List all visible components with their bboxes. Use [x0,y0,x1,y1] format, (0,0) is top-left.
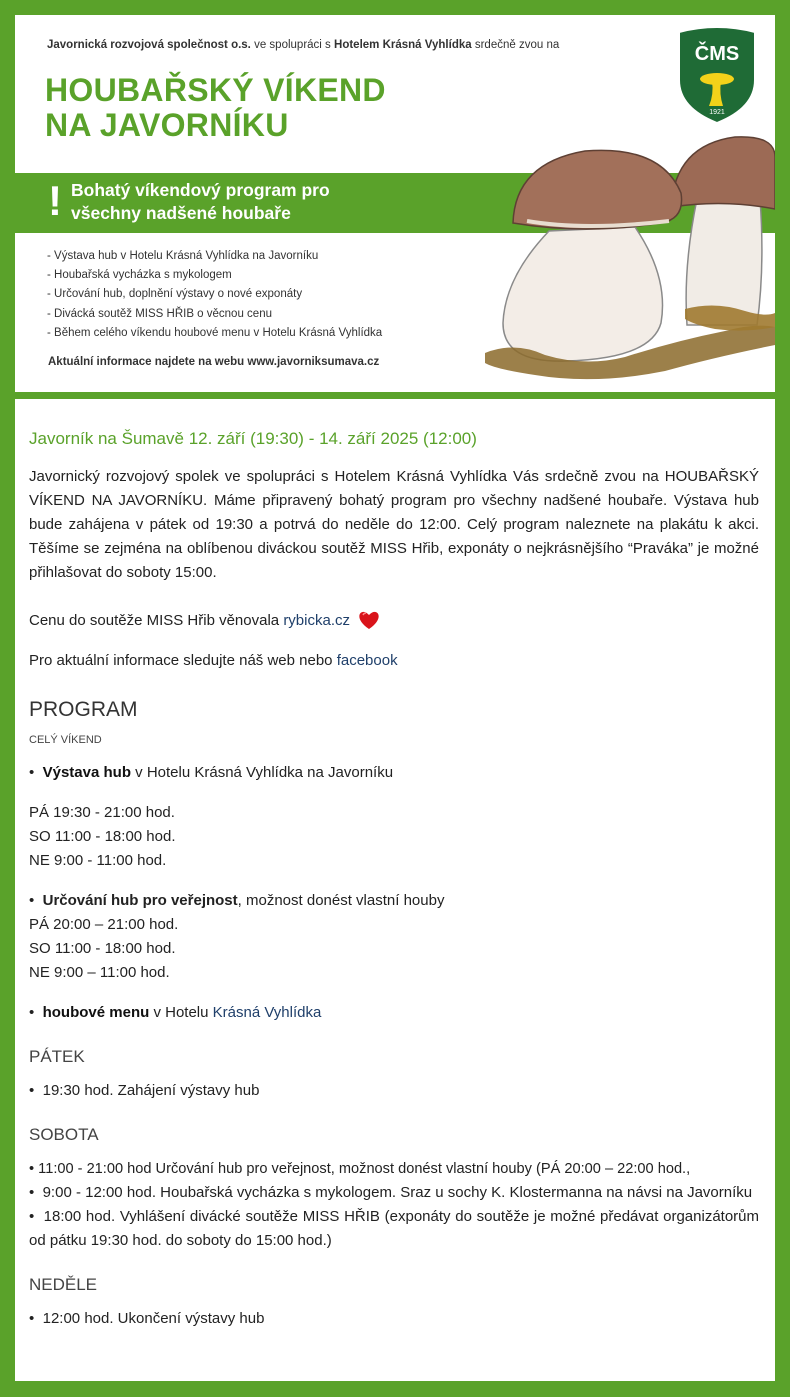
bullet: • [29,1310,35,1327]
banner-program-list [47,247,443,343]
sunday-text: 12:00 hod. Ukončení výstavy hub [42,1310,265,1327]
time-row: NE 9:00 - 11:00 hod. [29,852,167,869]
list-item: - Výstava hub v Hotelu Krásná Vyhlídka na Javorníku [47,250,319,262]
bullet: • [29,892,35,909]
hotel-name: Hotelem Krásná Vyhlídka [334,39,472,51]
exclamation-icon: ! [48,177,62,224]
identification-title: Určování hub pro veřejnost [42,892,238,909]
saturday-item: • 9:00 - 12:00 hod. Houbařská vycházka s mykologem. Sraz u sochy K. Klostermanna na návsi na Javorníku [29,1184,753,1201]
stripe-line-2: všechny nadšené houbaře [71,203,291,223]
cms-logo-icon [675,26,759,124]
menu-item [29,1001,759,1025]
saturday-item: • 11:00 - 21:00 hod Určování hub pro veřejnost, možnost donést vlastní houby (PÁ 20:00 – 22:00 hod., [29,1161,691,1177]
organizer-name: Javornická rozvojová společnost o.s. [47,39,251,51]
event-date: Javorník na Šumavě 12. září (19:30) - 14. září 2025 (12:00) [29,429,477,448]
identification-item [29,889,759,985]
facebook-link[interactable]: facebook [336,652,398,669]
time-row: NE 9:00 – 11:00 hod. [29,964,170,981]
program-heading: PROGRAM [29,698,138,721]
exhibition-item [29,761,759,785]
saturday-list [29,1157,764,1253]
list-item: - Houbařská vycházka s mykologem [47,269,232,282]
event-description: Javornický rozvojový spolek ve spolupráci s Hotelem Krásná Vyhlídka Vás srdečně zvou na HOUBAŘSKÝ VÍKEND NA JAVORNÍKU. Máme připravený bohatý program pro všechny nadšené houbaře. Výstava hub bude zahájena v pátek od 19:30 a potrvá do neděle do 12:00. Celý program naleznete na plakátu k akci. Těšíme se zejména na oblíbenou diváckou soutěž MISS Hřib, exponáty o nejkrásnějšího “Praváka” je možné přihlašovat do soboty 15:00. [29,468,759,581]
event-banner [15,15,775,392]
list-item: - Určování hub, doplnění výstavy o nové exponáty [47,288,303,301]
friday-text: 19:30 hod. Zahájení výstavy hub [42,1082,260,1099]
identification-note: , možnost donést vlastní houby [237,892,445,909]
stripe-line-1: Bohatý víkendový program pro [71,180,330,200]
mushroom-illustration-icon [475,127,775,389]
friday-heading: PÁTEK [29,1047,85,1066]
rybicka-link[interactable]: rybicka.cz [283,612,350,629]
list-item: - Divácká soutěž MISS HŘIB o věcnou cenu [47,307,272,320]
sunday-item [29,1307,759,1331]
intro-end-text: srdečně zvou na [474,39,560,51]
intro-mid-text: ve spolupráci s [254,39,331,51]
time-row: PÁ 19:30 - 21:00 hod. [29,804,175,821]
bullet: • [29,1004,35,1021]
prize-text: Cenu do soutěže MISS Hřib věnovala [29,612,280,629]
time-row: SO 11:00 - 18:00 hod. [29,828,176,845]
headline-line-1: HOUBAŘSKÝ VÍKEND [45,72,386,108]
prize-paragraph [29,609,759,633]
exhibition-times [29,801,759,873]
logo-year: 1921 [709,109,725,116]
sunday-heading: NEDĚLE [29,1275,98,1294]
time-row: SO 11:00 - 18:00 hod. [29,940,176,957]
saturday-item: • 18:00 hod. Vyhlášení divácké soutěže MISS HŘIB (exponáty do soutěže je možné předávat organizátorům od pátku 19:30 hod. do soboty do 15:00 hod.) [29,1208,764,1249]
identification-heading [29,889,759,913]
banner-headline [45,73,386,143]
weekend-label: CELÝ VÍKEND [29,734,102,746]
event-content [15,399,775,1381]
menu-title: houbové menu [42,1004,150,1021]
hotel-link[interactable]: Krásná Vyhlídka [212,1004,322,1021]
friday-item [29,1079,759,1103]
bullet: • [29,764,35,781]
info-paragraph [29,649,759,673]
saturday-heading: SOBOTA [29,1125,99,1144]
bullet: • [29,1082,35,1099]
banner-footer: Aktuální informace najdete na webu www.javorniksumava.cz [48,356,380,368]
exhibition-title: Výstava hub [42,764,131,781]
info-text: Pro aktuální informace sledujte náš web nebo [29,652,333,669]
heart-icon [358,610,380,630]
exhibition-place: v Hotelu Krásná Vyhlídka na Javorníku [130,764,394,781]
list-item: - Během celého víkendu houbové menu v Hotelu Krásná Vyhlídka [47,326,383,339]
menu-place: v Hotelu [149,1004,213,1021]
stripe-text [71,179,330,225]
banner-intro [47,39,559,51]
headline-line-2: NA JAVORNÍKU [45,107,289,143]
time-row: PÁ 20:00 – 21:00 hod. [29,916,179,933]
logo-text: ČMS [694,43,740,65]
